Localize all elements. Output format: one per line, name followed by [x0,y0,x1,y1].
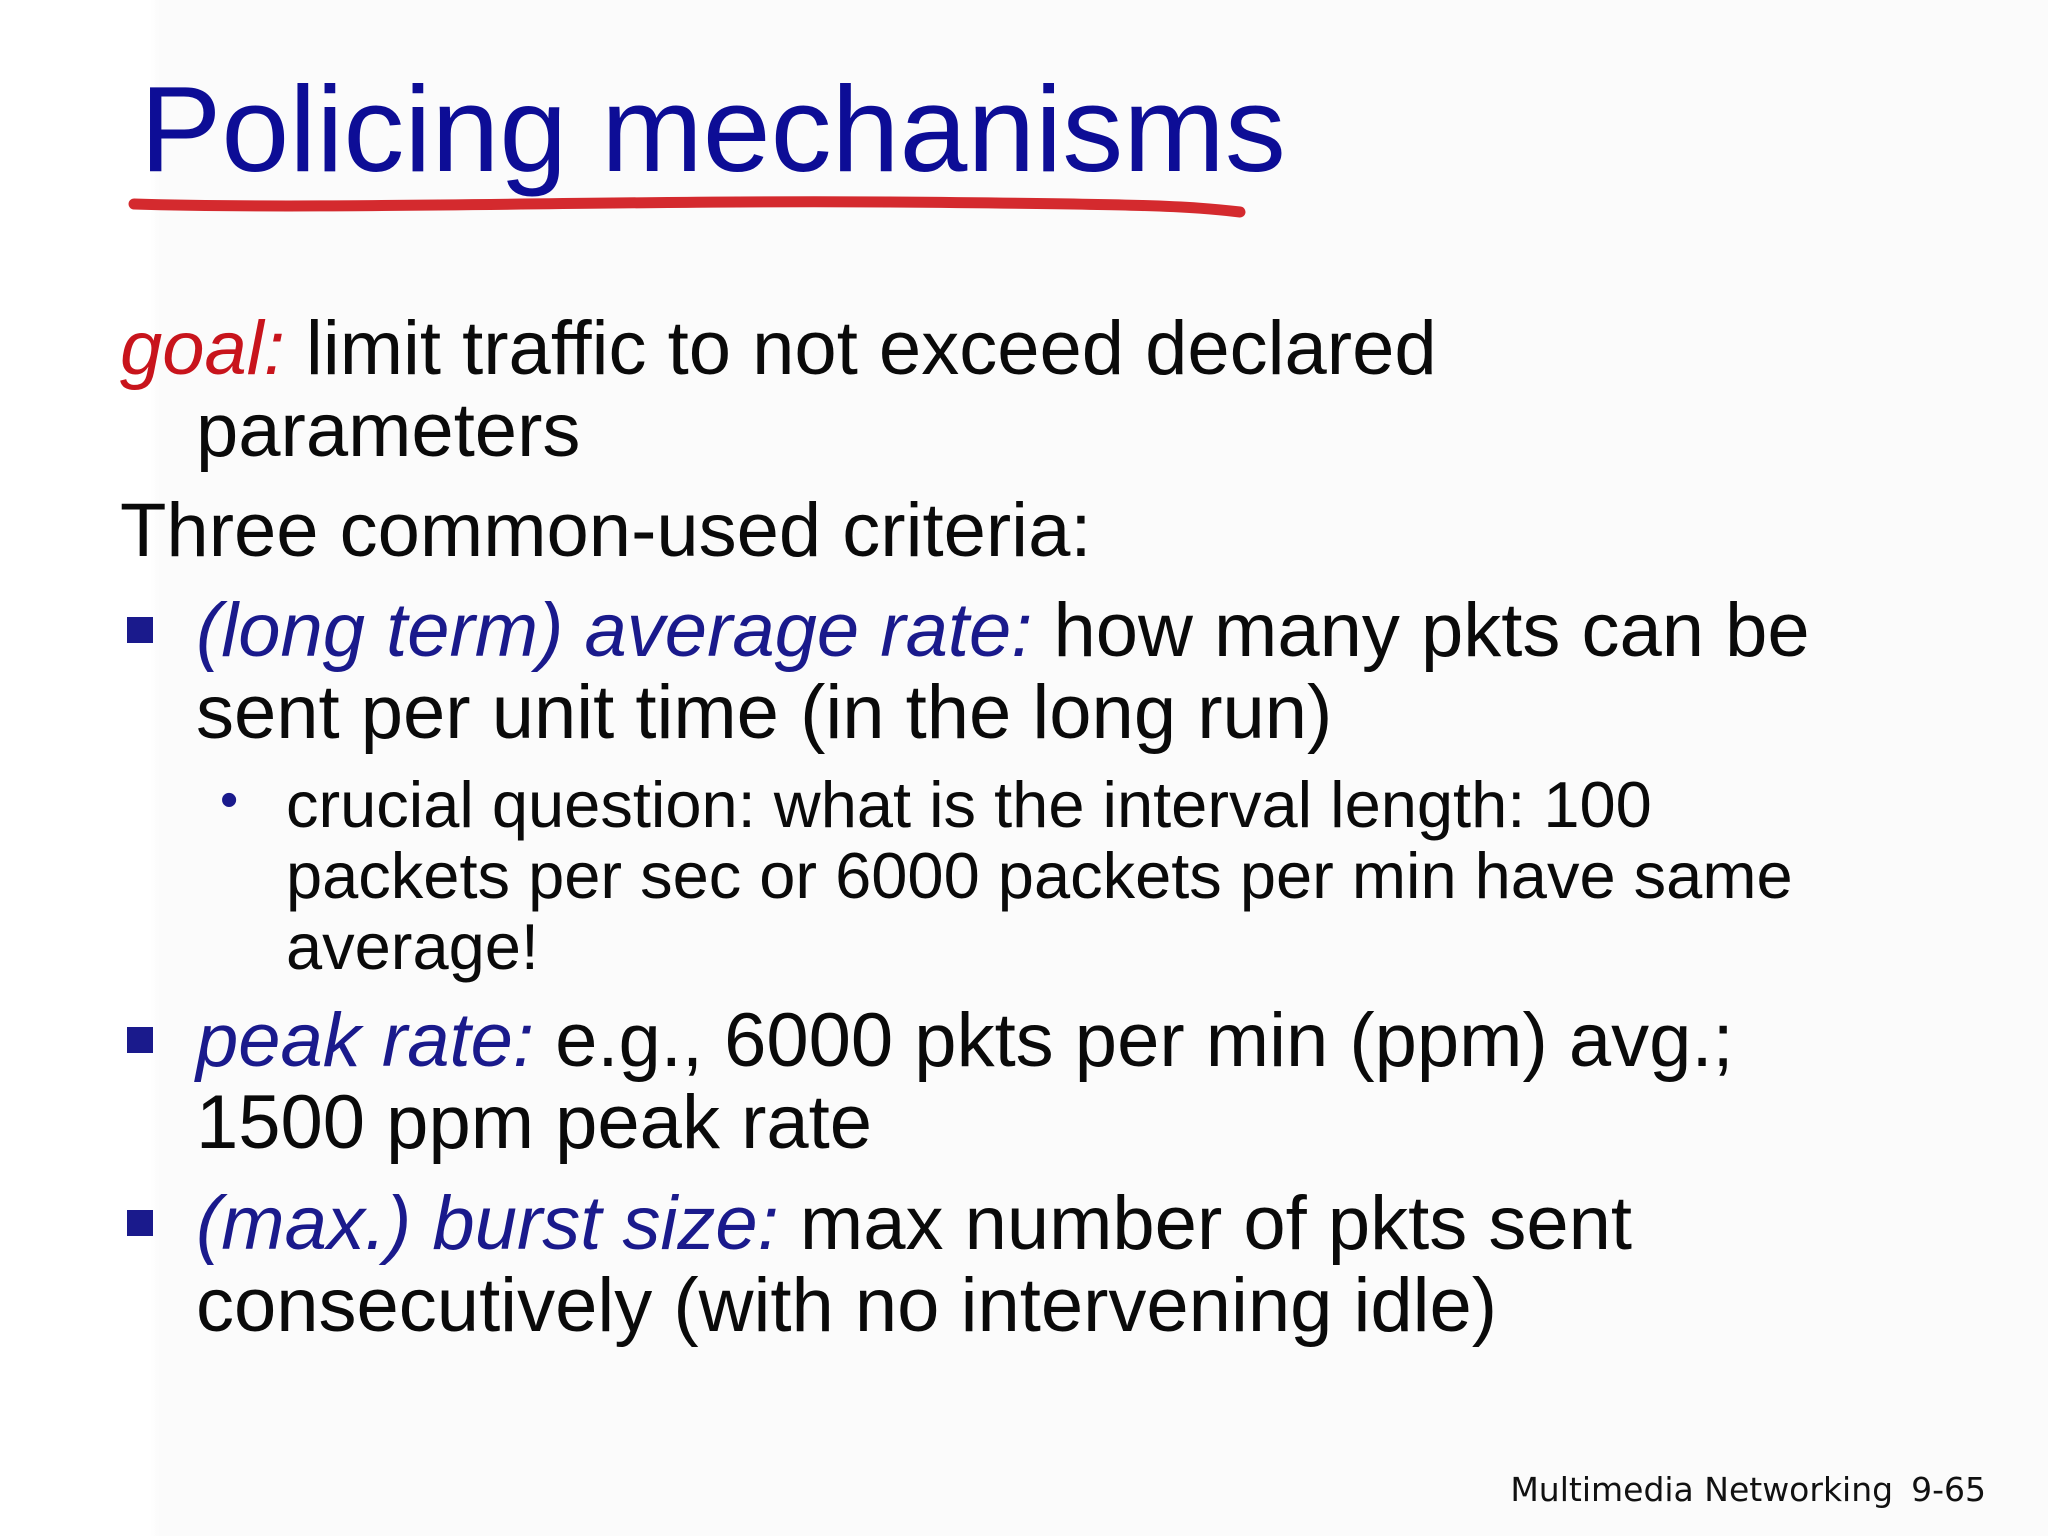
title-underline [128,188,1248,228]
burst-size-label: (max.) burst size: [196,1181,779,1266]
bullet-peak-rate-line-2: 1500 ppm peak rate [196,1080,873,1165]
sub-bullet-line-3: average! [286,910,539,983]
bullet-burst-size-line-1 [196,1183,1632,1265]
goal-label: goal: [120,306,285,391]
bullet-burst-size-line-2: consecutively (with no intervening idle) [196,1263,1498,1348]
bullet-marker [127,1027,153,1053]
sub-bullet-line-2: packets per sec or 6000 packets per min have same [286,839,1793,912]
peak-rate-label: peak rate: [196,998,534,1083]
peak-rate-text: e.g., 6000 pkts per min (ppm) avg.; [534,998,1734,1083]
goal-text: limit traffic to not exceed declared [284,306,1437,391]
bullet-marker [127,617,153,643]
goal-line-2: parameters [196,388,581,473]
criteria-intro: Three common-used criteria: [120,488,1092,573]
slide-footer [1510,1470,1986,1509]
sub-bullet-dot: • [220,771,239,829]
bullet-average-rate-line-1 [196,590,1810,672]
bullet-peak-rate-line-1 [196,1000,1734,1082]
footer-page-number: 9-65 [1911,1470,1986,1509]
sub-bullet-line-1: crucial question: what is the interval length: 100 [286,768,1652,841]
average-rate-text: how many pkts can be [1032,588,1810,673]
burst-size-text: max number of pkts sent [778,1181,1633,1266]
footer-section: Multimedia Networking [1510,1470,1894,1509]
bullet-average-rate-line-2: sent per unit time (in the long run) [196,670,1333,755]
bullet-marker [127,1210,153,1236]
goal-line-1 [120,308,1437,390]
slide-title: Policing mechanisms [140,61,1286,197]
average-rate-label: (long term) average rate: [196,588,1033,673]
